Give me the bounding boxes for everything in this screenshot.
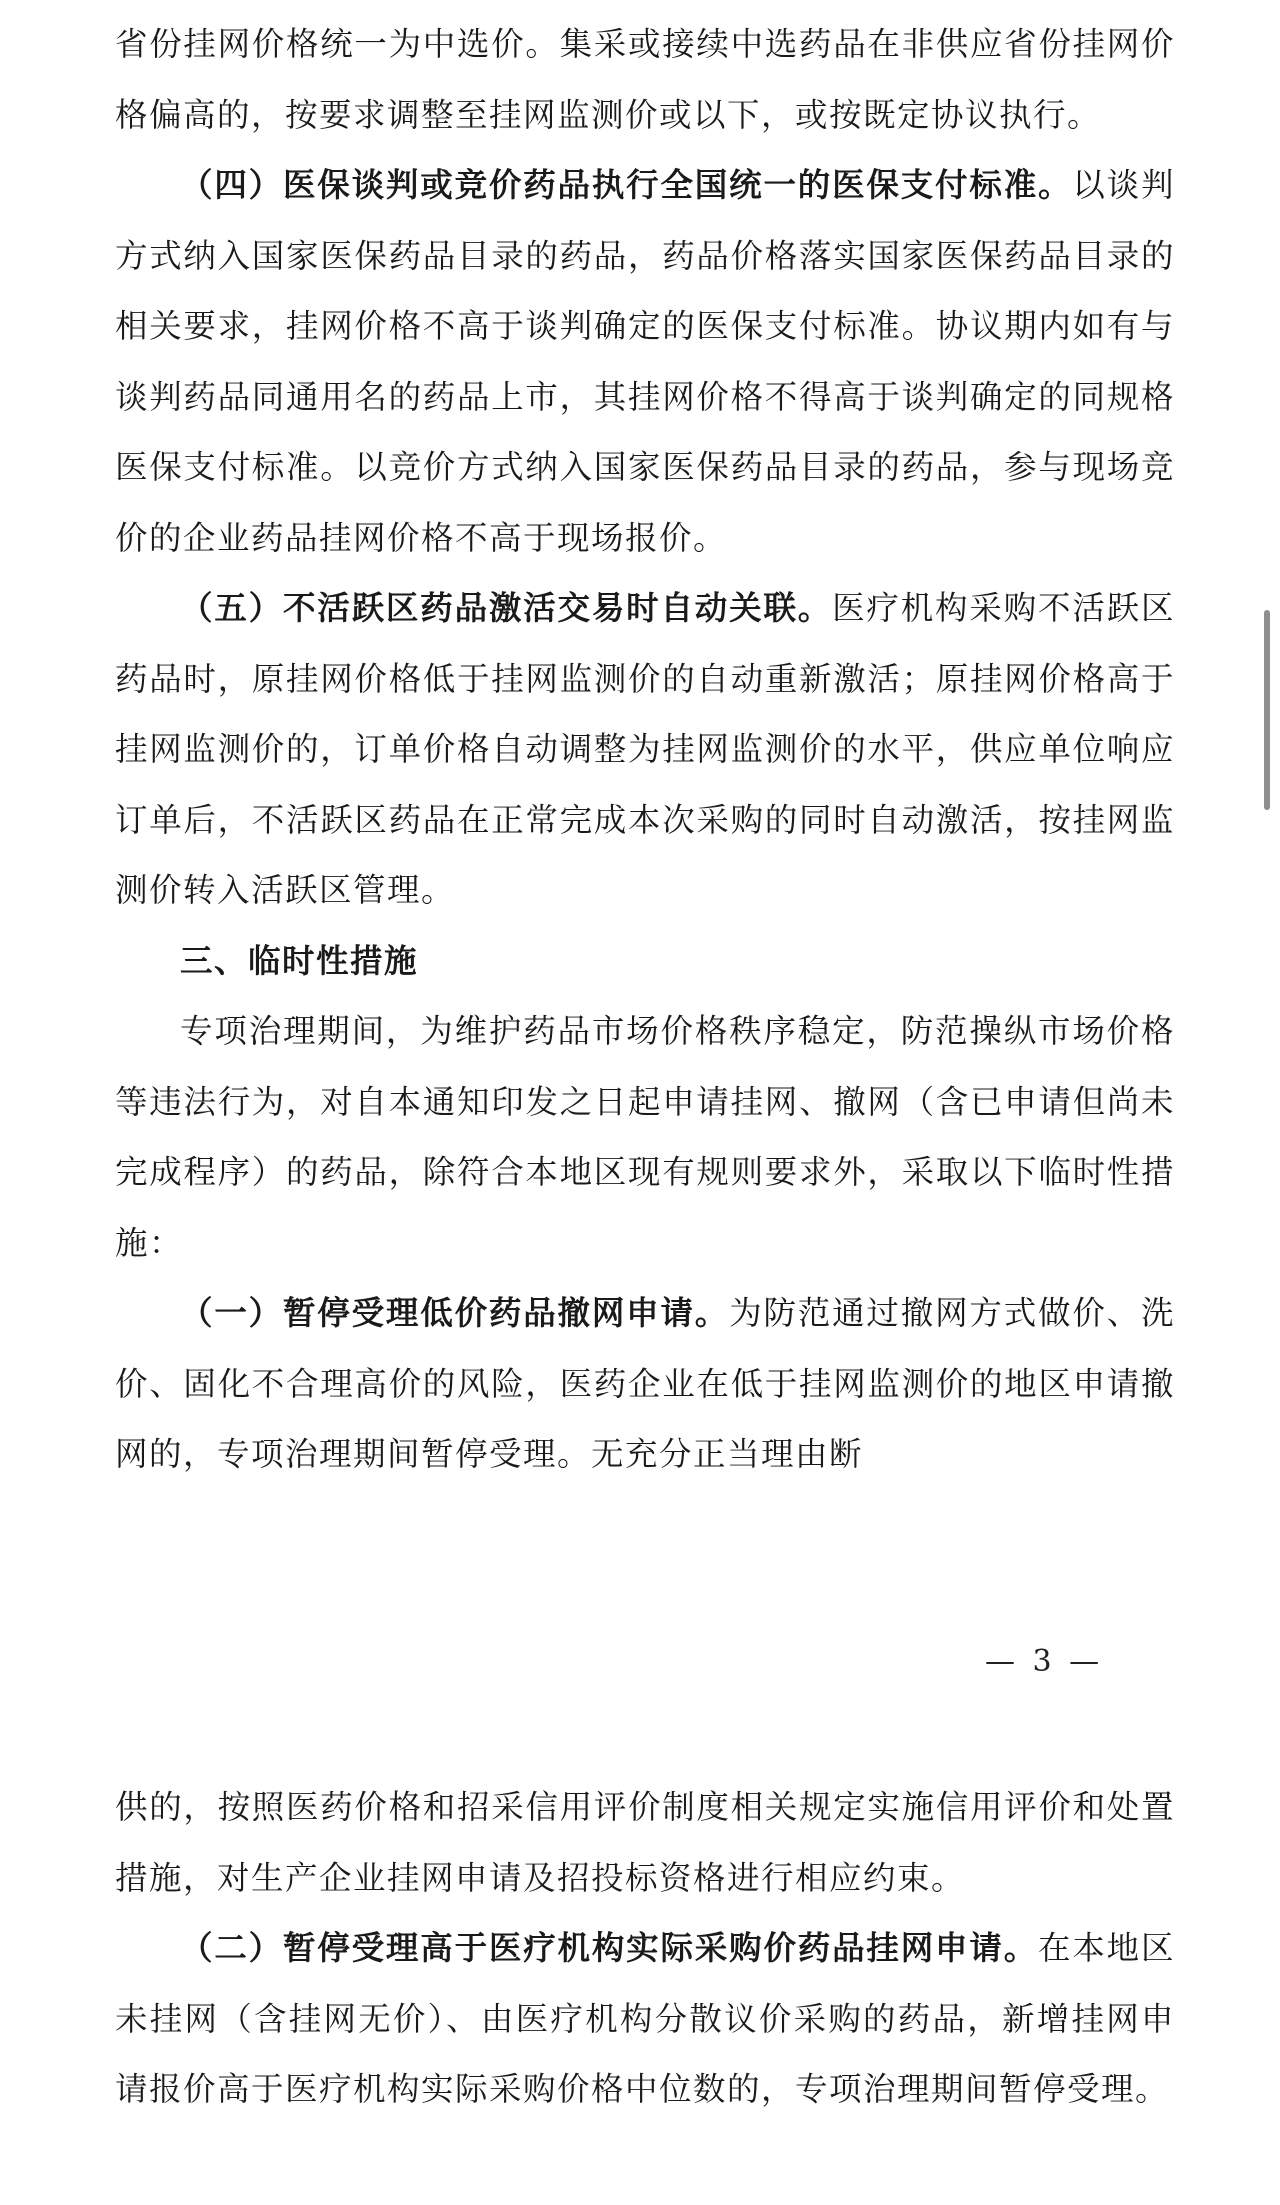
paragraph-lead-heading: （四）医保谈判或竞价药品执行全国统一的医保支付标准。 [180,165,1073,204]
paragraph-lead-heading: （五）不活跃区药品激活交易时自动关联。 [180,588,833,627]
page-number: — 3 — [985,1644,1104,1679]
paragraph-text: 省份挂网价格统一为中选价。集采或接续中选药品在非供应省份挂网价格偏高的，按要求调整至挂网监测价或以下，或按既定协议执行。 [115,25,1175,134]
document-body-lower [115,1772,1175,2125]
paragraph-text: 专项治理期间，为维护药品市场价格秩序稳定，防范操纵市场价格等违法行为，对自本通知印发之日起申请挂网、撤网（含已申请但尚未完成程序）的药品，除符合本地区现有规则要求外，采取以下临时性措施： [115,1012,1175,1262]
paragraph-text: 以谈判方式纳入国家医保药品目录的药品，药品价格落实国家医保药品目录的相关要求，挂网价格不高于谈判确定的医保支付标准。协议期内如有与谈判药品同通用名的药品上市，其挂网价格不得高于谈判确定的同规格医保支付标准。以竞价方式纳入国家医保药品目录的药品，参与现场竞价的企业药品挂网价格不高于现场报价。 [115,166,1175,557]
document-body-upper [115,9,1175,1490]
paragraph-suspend-listing [115,1913,1175,2125]
paragraph-text: 医疗机构采购不活跃区药品时，原挂网价格低于挂网监测价的自动重新激活；原挂网价格高于挂网监测价的，订单价格自动调整为挂网监测价的水平，供应单位响应订单后，不活跃区药品在正常完成本次采购的同时自动激活，按挂网监测价转入活跃区管理。 [115,589,1175,909]
paragraph-continuation [115,1772,1175,1913]
paragraph-text: 在本地区未挂网（含挂网无价）、由医疗机构分散议价采购的药品，新增挂网申请报价高于医疗机构实际采购价格中位数的，专项治理期间暂停受理。 [115,1929,1175,2108]
paragraph-text: 为防范通过撤网方式做价、洗价、固化不合理高价的风险，医药企业在低于挂网监测价的地区申请撤网的，专项治理期间暂停受理。无充分正当理由断 [115,1294,1175,1473]
paragraph-continuation [115,9,1175,150]
section-heading: 三、临时性措施 [180,941,419,980]
paragraph-inactive-zone-activation [115,573,1175,926]
paragraph-temporary-measures-intro [115,996,1175,1278]
paragraph-text: 供的，按照医药价格和招采信用评价制度相关规定实施信用评价和处置措施，对生产企业挂网申请及招投标资格进行相应约束。 [115,1788,1175,1897]
paragraph-medical-insurance-standard [115,150,1175,573]
paragraph-suspend-delisting [115,1278,1175,1490]
paragraph-lead-heading: （二）暂停受理高于医疗机构实际采购价药品挂网申请。 [180,1928,1039,1967]
vertical-scrollbar[interactable] [1264,610,1270,810]
paragraph-lead-heading: （一）暂停受理低价药品撤网申请。 [180,1293,730,1332]
